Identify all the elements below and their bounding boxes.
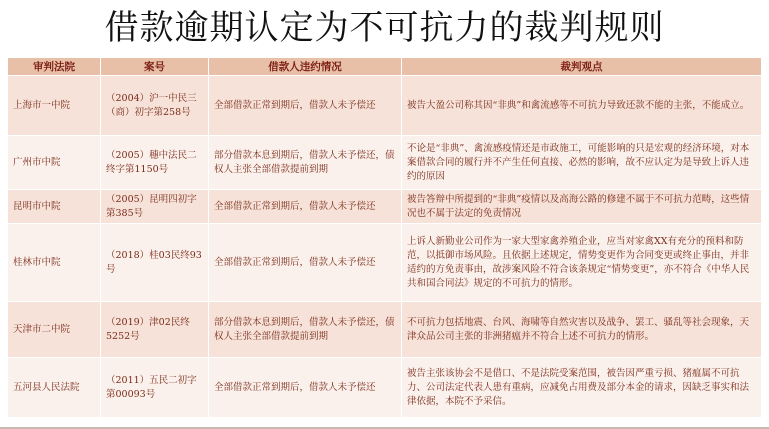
cell-opinion: 被告大盈公司称其因“非典”和禽流感等不可抗力导致还款不能的主张，不能成立。 — [402, 76, 762, 136]
table-row — [8, 224, 762, 302]
cell-court: 昆明市中院 — [8, 190, 101, 224]
table-row — [8, 136, 762, 190]
cell-opinion: 不论是“非典”、禽流感疫情还是市政施工，可能影响的只是宏观的经济环境，对本案借款合同的履行并不产生任何直接、必然的影响，故不应认定为是导致上诉人违约的原因 — [402, 136, 762, 190]
header-court: 审判法院 — [8, 58, 101, 76]
rulings-table-container — [7, 57, 761, 429]
cell-opinion: 不可抗力包括地震、台风、海啸等自然灾害以及战争、罢工、骚乱等社会现象，天津众品公司主张的非洲猪瘟并不符合上述不可抗力的情形。 — [402, 302, 762, 358]
cell-court: 桂林市中院 — [8, 224, 101, 302]
rulings-table — [7, 57, 761, 418]
cell-case-no: （2005）昆明四初字第385号 — [101, 190, 209, 224]
header-case-no: 案号 — [101, 58, 209, 76]
table-row — [8, 76, 762, 136]
cell-court: 五河县人民法院 — [8, 358, 101, 418]
cell-case-no: （2005）穗中法民二终字第1150号 — [101, 136, 209, 190]
cell-breach: 全部借款正常到期后，借款人未予偿还 — [209, 224, 402, 302]
table-row — [8, 358, 762, 418]
table-row — [8, 302, 762, 358]
cell-case-no: （2004）沪一中民三（商）初字第258号 — [101, 76, 209, 136]
cell-court: 上海市一中院 — [8, 76, 101, 136]
cell-breach: 全部借款正常到期后，借款人未予偿还 — [209, 358, 402, 418]
table-row — [8, 190, 762, 224]
header-breach: 借款人违约情况 — [209, 58, 402, 76]
cell-breach: 全部借款正常到期后，借款人未予偿还 — [209, 190, 402, 224]
page-title: 借款逾期认定为不可抗力的裁判规则 — [104, 8, 665, 48]
cell-opinion: 被告答辩中所提到的“非典”疫情以及高海公路的修建不属于不可抗力范畴，这些情况也不属于法定的免责情况 — [402, 190, 762, 224]
cell-case-no: （2011）五民二初字第00093号 — [101, 358, 209, 418]
header-opinion: 裁判观点 — [402, 58, 762, 76]
table-header-row — [8, 58, 762, 76]
cell-breach: 全部借款正常到期后，借款人未予偿还 — [209, 76, 402, 136]
cell-court: 广州市中院 — [8, 136, 101, 190]
cell-breach: 部分借款本息到期后，借款人未予偿还，债权人主张全部借款提前到期 — [209, 302, 402, 358]
cell-case-no: （2019）津02民终5252号 — [101, 302, 209, 358]
cell-opinion: 被告主张该协会不是借口、不是法院受案范围，被告因严重亏损、猪瘟属不可抗力、公司法定代表人患有重病，应减免占用费及部分本金的请求，因缺乏事实和法律依据，本院不予采信。 — [402, 358, 762, 418]
cell-breach: 部分借款本息到期后，借款人未予偿还，债权人主张全部借款提前到期 — [209, 136, 402, 190]
cell-case-no: （2018）桂03民终93号 — [101, 224, 209, 302]
cell-opinion: 上诉人新勤业公司作为一家大型家禽养殖企业，应当对家禽XX有充分的预料和防范，以抵御市场风险。且依据上述规定，情势变更作为合同变更或终止事由，并非适约的方免责事由，故涉案风险不符合该条规定“情势变更”，亦不符合《中华人民共和国合同法》规定的不可抗力的情形。 — [402, 224, 762, 302]
cell-court: 天津市二中院 — [8, 302, 101, 358]
